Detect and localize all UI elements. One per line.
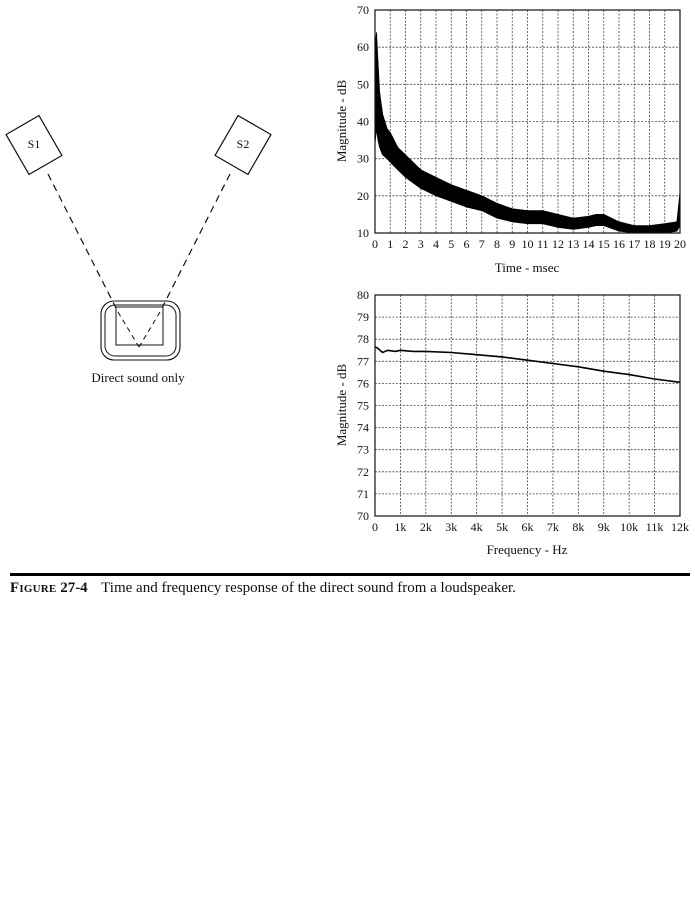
time-x-tick: 3 <box>417 237 424 251</box>
freq-x-tick: 5k <box>496 520 509 534</box>
freq-x-tick: 3k <box>445 520 458 534</box>
time-x-tick: 8 <box>494 237 500 251</box>
freq-y-tick: 72 <box>357 464 369 479</box>
time-x-tick: 15 <box>597 237 610 251</box>
time-x-tick: 5 <box>448 237 455 251</box>
freq-y-tick: 75 <box>357 398 369 413</box>
caption-prefix: Figure <box>10 580 57 596</box>
freq-y-tick: 80 <box>357 288 369 302</box>
time-y-tick: 40 <box>357 114 369 129</box>
freq-x-tick: 6k <box>521 520 534 534</box>
freq-y-tick: 77 <box>357 354 369 369</box>
time-x-tick: 6 <box>463 237 470 251</box>
freq-y-tick-labels <box>357 288 369 523</box>
freq-y-tick: 74 <box>357 420 369 435</box>
time-y-tick-labels <box>357 3 369 240</box>
time-x-tick: 12 <box>552 237 564 251</box>
freq-y-tick: 71 <box>357 486 369 501</box>
freq-x-tick: 8k <box>572 520 585 534</box>
freq-x-tick: 0 <box>372 520 378 534</box>
time-x-tick: 14 <box>582 237 595 251</box>
freq-x-tick: 11k <box>645 520 664 534</box>
time-x-tick: 13 <box>567 237 580 251</box>
freq-y-tick: 73 <box>357 442 369 457</box>
time-x-tick-labels <box>372 237 686 251</box>
direct-sound-diagram <box>0 90 330 400</box>
time-x-tick: 18 <box>643 237 656 251</box>
time-x-tick: 1 <box>387 237 394 251</box>
time-response-chart <box>330 0 695 280</box>
time-grid <box>375 10 680 233</box>
diagram-caption: Direct sound only <box>91 370 185 385</box>
time-y-tick: 70 <box>357 3 369 17</box>
sound-path-s2 <box>162 174 230 308</box>
caption-text: Time and frequency response of the direct sound from a loudspeaker. <box>101 580 516 596</box>
time-x-tick: 7 <box>478 237 485 251</box>
time-y-tick: 10 <box>357 226 369 240</box>
time-x-tick: 20 <box>674 237 686 251</box>
speaker-s1-label: S1 <box>27 136 41 151</box>
time-x-tick: 4 <box>433 237 439 251</box>
freq-x-tick: 2k <box>419 520 432 534</box>
freq-x-tick: 10k <box>620 520 639 534</box>
freq-x-tick: 9k <box>597 520 610 534</box>
time-x-tick: 11 <box>536 237 549 251</box>
time-x-tick: 10 <box>521 237 534 251</box>
speaker-s2-label: S2 <box>236 136 250 151</box>
freq-x-tick-labels <box>372 520 689 534</box>
time-x-tick: 16 <box>613 237 625 251</box>
time-y-axis-label: Magnitude - dB <box>334 79 349 163</box>
time-y-tick: 20 <box>357 188 369 203</box>
freq-y-tick: 78 <box>357 332 369 347</box>
time-x-tick: 9 <box>509 237 516 251</box>
time-x-tick: 2 <box>402 237 409 251</box>
freq-y-tick: 76 <box>357 376 369 391</box>
caption-number: 27-4 <box>60 580 88 596</box>
sound-path-s1 <box>48 174 116 308</box>
freq-y-axis-label: Magnitude - dB <box>334 363 349 447</box>
freq-y-tick: 79 <box>357 310 369 325</box>
figure-caption <box>10 580 690 597</box>
freq-y-tick: 70 <box>357 509 369 523</box>
time-y-tick: 30 <box>357 151 369 166</box>
freq-x-tick: 1k <box>394 520 407 534</box>
caption-rule <box>10 573 690 576</box>
time-y-tick: 60 <box>357 40 369 55</box>
freq-x-axis-label: Frequency - Hz <box>486 542 568 557</box>
time-x-tick: 19 <box>658 237 671 251</box>
time-x-tick: 0 <box>372 237 378 251</box>
frequency-response-chart <box>330 283 695 568</box>
freq-x-tick: 4k <box>470 520 483 534</box>
time-y-tick: 50 <box>357 77 369 92</box>
speaker-s2 <box>215 116 271 175</box>
time-x-axis-label: Time - msec <box>494 260 560 275</box>
freq-x-tick: 7k <box>546 520 559 534</box>
time-x-tick: 17 <box>628 237 641 251</box>
speaker-s1 <box>6 116 62 175</box>
listener-seat <box>101 301 180 360</box>
freq-grid <box>375 295 680 516</box>
freq-x-tick: 12k <box>671 520 689 534</box>
